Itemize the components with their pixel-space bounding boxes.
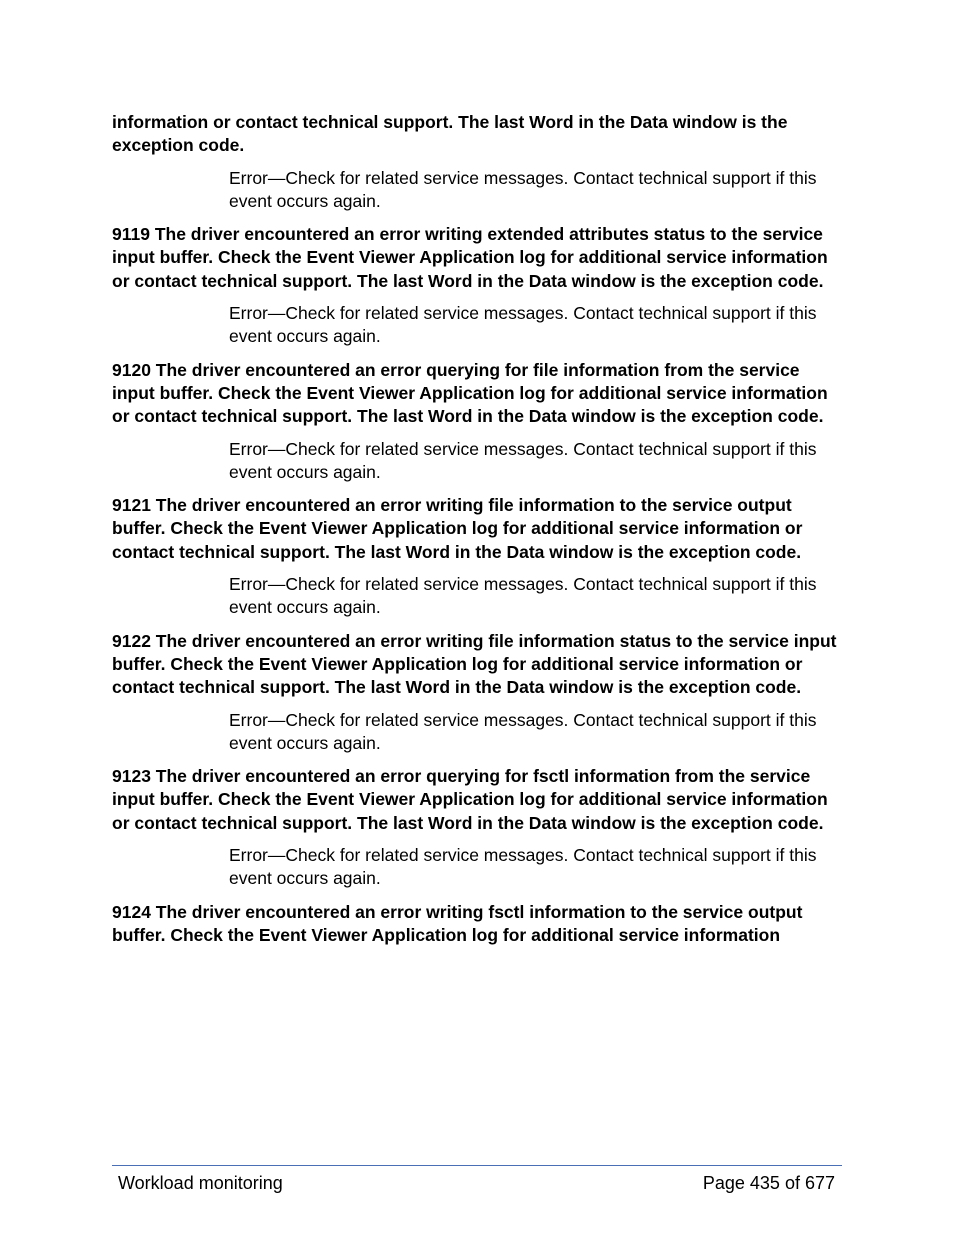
document-body [112,111,847,947]
event-heading: 9121 The driver encountered an error writing file information to the service output buffer. Check the Event Viewer Application log for additional service information or contact technical support. The last Word in the Data window is the exception code. [112,495,803,562]
footer-divider [112,1165,842,1166]
event-description: Error—Check for related service messages. Contact technical support if this event occurs again. [229,167,817,211]
event-description: Error—Check for related service messages. Contact technical support if this event occurs again. [229,709,817,753]
event-heading: 9123 The driver encountered an error querying for fsctl information from the service input buffer. Check the Event Viewer Application log for additional service information or contact technical support. The last Word in the Data window is the exception code. [112,766,828,833]
event-heading: 9119 The driver encountered an error writing extended attributes status to the service input buffer. Check the Event Viewer Application log for additional service information or contact technical support. The last Word in the Data window is the exception code. [112,224,828,291]
event-description: Error—Check for related service messages. Contact technical support if this event occurs again. [229,303,817,347]
event-description: Error—Check for related service messages. Contact technical support if this event occurs again. [229,438,817,482]
footer-section-title: Workload monitoring [118,1173,283,1193]
event-description: Error—Check for related service messages. Contact technical support if this event occurs again. [229,574,817,618]
event-heading: 9124 The driver encountered an error writing fsctl information to the service output buffer. Check the Event Viewer Application log for additional service information [112,901,803,945]
event-description: Error—Check for related service messages. Contact technical support if this event occurs again. [229,845,817,889]
footer-page-number: Page 435 of 677 [702,1173,835,1193]
event-heading: 9120 The driver encountered an error querying for file information from the service input buffer. Check the Event Viewer Application log for additional service information or contact technical support. The last Word in the Data window is the exception code. [112,359,828,427]
event-heading: 9122 The driver encountered an error writing file information status to the service input buffer. Check the Event Viewer Application log for additional service information or contact technical support. The last Word in the Data window is the exception code. [112,630,837,698]
event-heading: information or contact technical support. The last Word in the Data window is the exception code. [112,112,788,156]
